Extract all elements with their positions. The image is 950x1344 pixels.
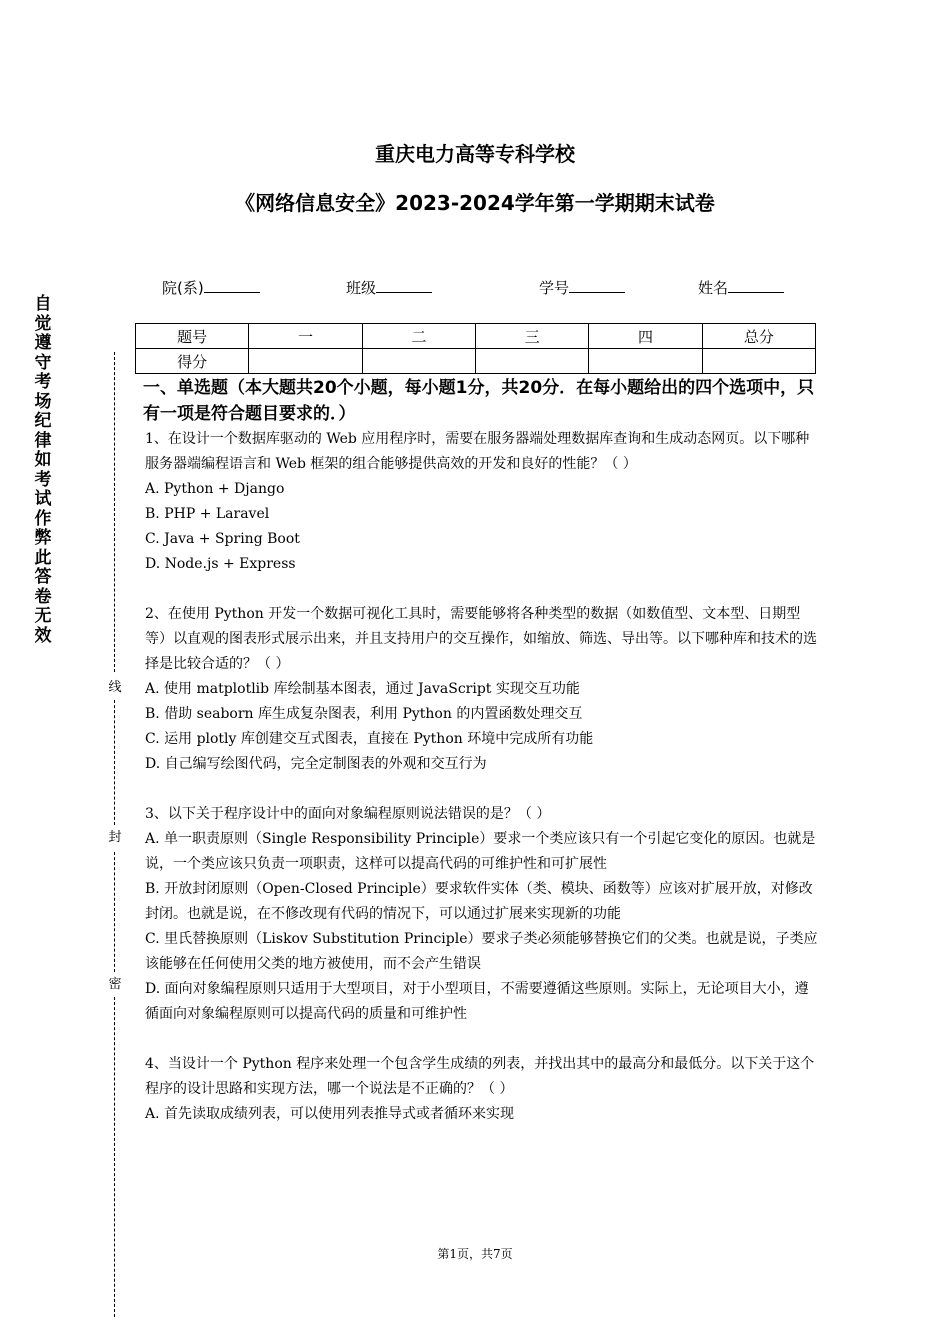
score-table-cell[interactable]	[702, 349, 815, 374]
option-b: B. 借助 seaborn 库生成复杂图表，利用 Python 的内置函数处理交互	[145, 706, 583, 722]
score-table-cell[interactable]	[589, 349, 702, 374]
binding-dashed-line	[114, 852, 115, 972]
question-4	[145, 1052, 820, 1127]
score-table-cell: 二	[362, 324, 475, 349]
score-table-cell: 四	[589, 324, 702, 349]
page-footer: 第1页，共7页	[437, 1247, 513, 1261]
option-c: C. Java + Spring Boot	[145, 531, 300, 547]
side-mark-line: 线	[106, 680, 124, 696]
score-table-score-row	[136, 349, 816, 374]
score-table	[135, 323, 816, 374]
score-table-cell: 一	[249, 324, 362, 349]
question-stem: 1、在设计一个数据库驱动的 Web 应用程序时，需要在服务器端处理数据库查询和生成动态网页。以下哪种服务器端编程语言和 Web 框架的组合能够提供高效的开发和良好的性能？（ ）	[145, 431, 810, 472]
student-info-row	[0, 276, 950, 300]
option-b: B. PHP + Laravel	[145, 506, 270, 522]
name-field[interactable]	[698, 276, 784, 298]
class-field[interactable]	[346, 276, 432, 298]
class-blank[interactable]	[376, 276, 432, 293]
exam-title: 《网络信息安全》2023-2024学年第一学期期末试卷	[235, 191, 715, 215]
option-d: D. 自己编写绘图代码，完全定制图表的外观和交互行为	[145, 756, 487, 772]
department-blank[interactable]	[204, 276, 260, 293]
side-notice: 自觉遵守考场纪律如考试作弊此答卷无效	[34, 294, 52, 646]
name-label: 姓名	[698, 279, 729, 297]
school-name: 重庆电力高等专科学校	[375, 142, 575, 166]
score-table-cell: 题号	[136, 324, 249, 349]
score-table-cell[interactable]	[475, 349, 588, 374]
score-table-cell[interactable]	[362, 349, 475, 374]
option-d: D. Node.js + Express	[145, 556, 296, 572]
score-table-header-row	[136, 324, 816, 349]
section-title: 一、单选题（本大题共20个小题，每小题1分，共20分．在每小题给出的四个选项中，只有一项是符合题目要求的．）	[143, 378, 815, 424]
question-stem: 2、在使用 Python 开发一个数据可视化工具时，需要能够将各种类型的数据（如数值型、文本型、日期型等）以直观的图表形式展示出来，并且支持用户的交互操作，如缩放、筛选、导出等。以下哪种库和技术的选择是比较合适的？（ ）	[145, 606, 817, 672]
score-table-cell: 得分	[136, 349, 249, 374]
score-table-cell: 三	[475, 324, 588, 349]
score-table-cell: 总分	[702, 324, 815, 349]
option-c: C. 里氏替换原则（Liskov Substitution Principle）要求子类必须能够替换它们的父类。也就是说，子类应该能够在任何使用父类的地方被使用，而不会产生错误	[145, 931, 818, 972]
binding-dashed-line	[114, 700, 115, 825]
department-label: 院(系)	[162, 279, 204, 297]
binding-dashed-line	[114, 352, 115, 672]
student-id-blank[interactable]	[569, 276, 625, 293]
option-a: A. Python + Django	[145, 481, 285, 497]
name-blank[interactable]	[728, 276, 784, 293]
class-label: 班级	[346, 279, 377, 297]
binding-dashed-line	[114, 997, 115, 1317]
student-id-label: 学号	[539, 279, 570, 297]
option-a: A. 首先读取成绩列表，可以使用列表推导式或者循环来实现	[145, 1106, 515, 1122]
department-field[interactable]	[162, 276, 260, 298]
student-id-field[interactable]	[539, 276, 625, 298]
option-d: D. 面向对象编程原则只适用于大型项目，对于小型项目，不需要遵循这些原则。实际上，无论项目大小，遵循面向对象编程原则可以提高代码的质量和可维护性	[145, 981, 809, 1022]
exam-content	[145, 375, 820, 1127]
question-stem: 3、以下关于程序设计中的面向对象编程原则说法错误的是？（ ）	[145, 806, 551, 822]
option-a: A. 使用 matplotlib 库绘制基本图表，通过 JavaScript 实现交互功能	[145, 681, 580, 697]
option-c: C. 运用 plotly 库创建交互式图表，直接在 Python 环境中完成所有功能	[145, 731, 594, 747]
score-table-cell[interactable]	[249, 349, 362, 374]
question-3	[145, 802, 820, 1027]
option-b: B. 开放封闭原则（Open-Closed Principle）要求软件实体（类、模块、函数等）应该对扩展开放，对修改封闭。也就是说，在不修改现有代码的情况下，可以通过扩展来实现新的功能	[145, 881, 813, 922]
side-mark-secret: 密	[106, 977, 124, 993]
question-2	[145, 602, 820, 777]
question-stem: 4、当设计一个 Python 程序来处理一个包含学生成绩的列表，并找出其中的最高分和最低分。以下关于这个程序的设计思路和实现方法，哪一个说法是不正确的？（ ）	[145, 1056, 815, 1097]
question-1	[145, 427, 820, 577]
option-a: A. 单一职责原则（Single Responsibility Principle）要求一个类应该只有一个引起它变化的原因。也就是说，一个类应该只负责一项职责，这样可以提高代码的可维护性和可扩展性	[145, 831, 816, 872]
side-mark-seal: 封	[106, 830, 124, 846]
